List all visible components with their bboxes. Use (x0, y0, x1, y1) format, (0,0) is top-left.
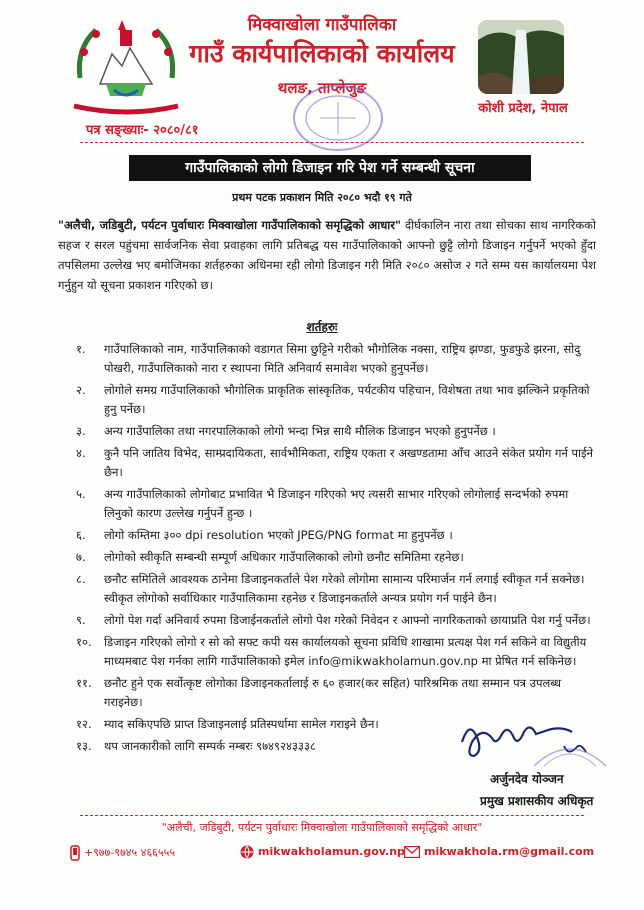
condition-item (58, 381, 598, 419)
condition-text: लोगोले समग्र गाउँपालिकाको भौगोलिक प्राकृतिक सांस्कृतिक, पर्यटकीय पहिचान, विशेषता तथा भाव झल्किने प्रकृतिको हुनु पर्नेछ। (104, 383, 590, 416)
office-location: थलङ, ताप्लेजुङ (277, 79, 367, 97)
office-name: गाउँ कार्यपालिकाको कार्यालय (189, 39, 455, 68)
signatory-name: अर्जुनदेव योञ्जन (490, 772, 564, 786)
condition-item (58, 526, 598, 545)
condition-text: गाउँपालिकाको नाम, गाउँपालिकाको वडागत सिमा छुट्टिने गरीको भौगोलिक नक्सा, राष्ट्रिय झण्डा, फुडफुडे झरना, सोदु पोखरी, गाउँपालिकाको नारा र स्थापना मिति अनिवार्य समावेश भएको हुनुपर्नेछ। (104, 342, 581, 375)
footer-website[interactable] (240, 845, 405, 859)
condition-text: लोगो पेश गर्दा अनिवार्य रुपमा डिजाईनकर्ताले लोगो पेश गरेको निवेदन र आफ्नो नागरिकताको छायाप्रति पेश गर्नु पर्नेछ। (104, 613, 591, 627)
condition-item (58, 633, 598, 671)
conditions-list (58, 340, 598, 759)
condition-text: लोगोको स्वीकृति सम्बन्धी सम्पूर्ण अधिकार गाउँपालिकाको लोगो छनौट समितिमा रहनेछ। (104, 550, 464, 564)
office-stamp-icon (290, 82, 386, 154)
email-link[interactable]: mikwakhola.rm@gmail.com (424, 845, 595, 858)
intro-body: दीर्घकालिन नारा तथा सोचका साथ नागरिकको सहज र सरल पहुंचमा सार्वजनिक सेवा प्रवाहका लागि प्रतिबद्ध यस गाउँपालिकाको आफ्नो छुट्टै लोगो डिजाइन गर्नुपर्ने भएको हुँदा तपसिलमा उल्लेख भए बमोजिमका शर्तहरुका अधिनमा रही लोगो डिजाइन गरी मिति २०८० असोज २ गते सम्म यस कार्यालयमा पेश गर्नुहुन यो सूचना प्रकाशन गरिएको छ। (58, 218, 596, 292)
footer-slogan: "अलैची, जडिबुटी, पर्यटन पुर्वाधारः मिक्वाखोला गाउँपालिकाको समृद्धिको आधार" (161, 821, 483, 834)
condition-item (58, 340, 598, 378)
notice-intro (58, 215, 596, 295)
waterfall-photo (478, 20, 564, 94)
mobile-phone-icon (70, 845, 80, 861)
letter-reference-number: पत्र सङ्ख्याः- २०८०/८१ (86, 123, 199, 138)
condition-text: म्याद सकिएपछि प्राप्त डिजाइनलाई प्रतिस्पर्धामा सामेल गराइने छैन। (104, 717, 379, 731)
website-link[interactable]: mikwakholamun.gov.np (258, 845, 405, 858)
condition-text: थप जानकारीको लागि सम्पर्क नम्बरः ९७४९२४३३३८ (104, 739, 316, 753)
condition-number: ३. (76, 424, 86, 438)
condition-number: ६. (76, 528, 86, 542)
condition-item (58, 422, 598, 441)
condition-number: २. (76, 383, 86, 397)
province-label: कोशी प्रदेश, नेपाल (478, 101, 568, 116)
condition-text: अन्य गाउँपालिका तथा नगरपालिकाको लोगो भन्दा भिन्न साथै मौलिक डिजाइन भएको हुनुपर्नेछ । (104, 424, 496, 438)
municipality-name: मिक्वाखोला गाउँपालिका (247, 15, 397, 35)
condition-number: ७. (76, 550, 86, 564)
signatory-title: प्रमुख प्रशासकीय अधिकृत (480, 794, 594, 808)
condition-item (58, 674, 598, 712)
footer-email[interactable] (404, 845, 594, 858)
condition-text: डिजाइन गरिएको लोगो र सो को सफ्ट कपी यस कार्यालयको सूचना प्रविधि शाखामा प्रत्यक्ष पेश गर्न सकिने वा विद्युतीय माध्यमबाट पेश गर्नका लागि गाउँपालिकाको इमेल info@mikwakholamun.gov.np मा प्रेषित गर्न सकिनेछ। (104, 635, 587, 668)
condition-number: ८. (76, 572, 86, 586)
condition-number: १३. (76, 739, 92, 753)
envelope-icon (404, 846, 420, 858)
condition-number: ९. (76, 613, 86, 627)
condition-number: ११. (76, 676, 92, 690)
condition-item (58, 444, 598, 482)
condition-text: लोगो कम्तिमा ३०० dpi resolution भएको JPEG/PNG format मा हुनुपर्नेछ । (104, 528, 453, 542)
condition-number: ४. (76, 446, 86, 460)
condition-item (58, 548, 598, 567)
globe-icon (240, 845, 254, 859)
condition-number: १०. (76, 635, 92, 649)
condition-item (58, 611, 598, 630)
intro-slogan: "अलैची, जडिबुटी, पर्यटन पुर्वाधारः मिक्वाखोला गाउँपालिकाको समृद्धिको आधार" (58, 218, 401, 232)
publication-date: प्रथम पटक प्रकाशन मिति २०८० भदौ १९ गते (232, 191, 412, 204)
condition-number: ५. (76, 487, 86, 501)
signatory-stamp-icon (530, 730, 610, 770)
condition-number: १२. (76, 717, 92, 731)
condition-number: १. (76, 342, 86, 356)
condition-text: छनौट समितिले आवश्यक ठानेमा डिजाइनकर्ताले पेश गरेको लोगोमा सामान्य परिमार्जन गर्न लगाई स्वीकृत गर्न सक्नेछ। स्वीकृत लोगोको सर्वाधिकार गाउँपालिकामा रहनेछ र डिजाइनकर्ताले अन्यत्र प्रयोग गर्न पाईने छैन। (104, 572, 585, 605)
phone-number: +९७७-९७४५ ४६६५५५ (84, 846, 176, 859)
footer-phone (70, 845, 175, 861)
condition-item (58, 485, 598, 523)
condition-text: अन्य गाउँपालिकाको लोगोबाट प्रभावित भै डिजाइन गरिएको भए त्यसरी साभार गरिएको लोगोलाई सन्दर्भको रुपमा लिनुको कारण उल्लेख गर्नुपर्ने हुन्छ । (104, 487, 569, 520)
notice-title: गाउँपालिकाको लोगो डिजाइन गरि पेश गर्ने सम्बन्धी सूचना (129, 155, 531, 181)
header-divider (80, 142, 584, 143)
conditions-heading: शर्तहरुः (306, 320, 338, 334)
footer-divider (80, 815, 584, 816)
condition-text: छनौट हुने एक सर्वोत्कृष्ट लोगोका डिजाइनकर्तालाई रु ६० हजार(कर सहित) पारिश्रमिक तथा सम्मान पत्र उपलब्ध गराइनेछ। (104, 676, 561, 709)
condition-item (58, 570, 598, 608)
condition-text: कुनै पनि जातिय विभेद, साम्प्रदायिकता, सार्वभौमिकता, राष्ट्रिय एकता र अखण्डतामा आँच आउने संकेत प्रयोग गर्न पाईने छैन। (104, 446, 594, 479)
